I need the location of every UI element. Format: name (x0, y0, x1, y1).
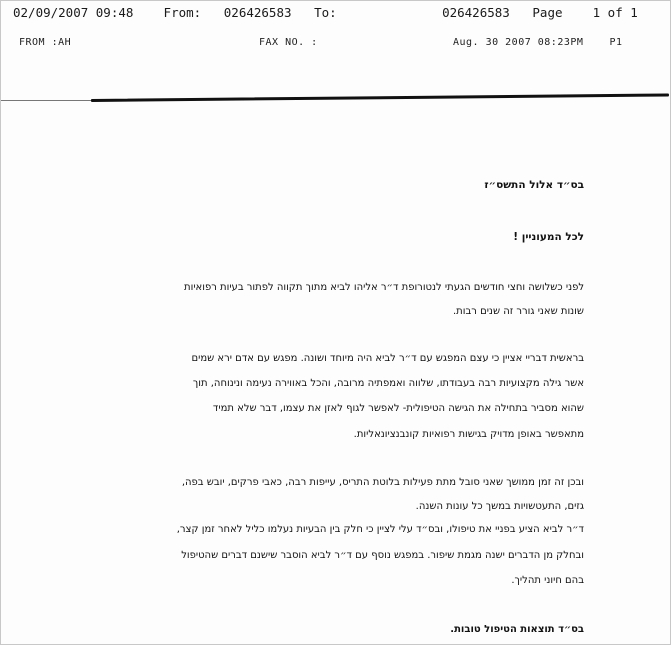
letter-body (101, 1, 584, 644)
paragraph3-line: גזים, התעטשויות במשך כל עונות השנה. (415, 501, 584, 512)
paragraph1-line: לפני כשלושה וחצי חודשים הגעתי לנטורופת ד״ר אליהו לביא מתוך תקווה לפתור בעיות רפואיות (184, 282, 584, 293)
paragraph3-line: ובחלק מן הדברים ישנה מגמת שיפור. במפגש נוסף עם ד״ר לביא הוסבר שישנם דברים שהטיפול (181, 550, 584, 561)
letter-closing: בס״ד תוצאות הטיפול טובות. (450, 624, 584, 635)
machine-date: Aug. 30 2007 08:23PM (453, 37, 584, 48)
paragraph1-line: שונות שאני גורר זה שנים רבות. (452, 306, 584, 317)
fax-page-label: Page (532, 5, 563, 20)
paragraph2-line: מתאפשר באופן מדויק בגישות רפואיות קונבנציונאליות. (353, 429, 584, 440)
paragraph2-line: שהוא מסביר בתחילה את הגישה הטיפולית- לאפשר לגוף לאזן את עצמו, דבר שלא תמיד (212, 403, 584, 414)
fax-date-time: 02/09/2007 09:48 (13, 5, 134, 20)
fax-from-label: From: (163, 5, 202, 20)
fax-to-label: To: (314, 5, 337, 20)
machine-from: FROM :AH (19, 37, 72, 48)
header-divider-thin (1, 100, 96, 101)
paragraph3-line: ד״ר לביא הציע בפניי את טיפולו, ובס״ד עלי לציין כי חלק בין הבעיות נעלמו כליל לאחר זמן קצר, (176, 524, 584, 535)
fax-to-number: 026426583 (442, 5, 510, 20)
fax-from-number: 026426583 (223, 5, 292, 20)
paragraph2-line: בראשית דבריי אציין כי עצם המפגש עם ד״ר לביא היה מיוחד ושונה. מפגש עם אדם ירא שמים (191, 353, 584, 364)
paragraph2-line: אשר גילה מקצועיות רבה בעבודתו, שלווה ואמפתיה מרובה, והכל באווירה נעימה ונינוחה, תוך (192, 378, 584, 389)
machine-page: P1 (609, 37, 623, 48)
machine-fax-no: FAX NO. : (259, 37, 318, 48)
paragraph3-line: ובכן זה זמן ממושך שאני סובל מתת פעילות בלוטת התריס, עייפות רבה, כאבי פרקים, יובש בפה, (181, 477, 584, 488)
letter-dateline: בס״ד אלול התשס״ז (484, 179, 584, 191)
letter-salutation: לכל המעוניין ! (513, 231, 584, 243)
paragraph3-line: בהם חיוני תהליך. (511, 575, 584, 586)
fax-page-value: 1 of 1 (592, 5, 638, 20)
